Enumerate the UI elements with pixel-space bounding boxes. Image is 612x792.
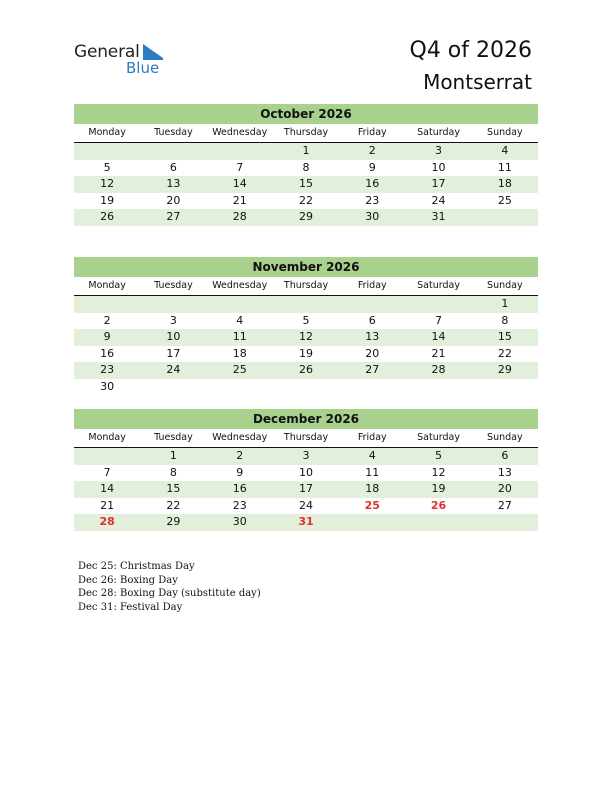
day-cell: 1 [501, 297, 509, 310]
day-cell: 6 [501, 449, 509, 462]
page-title: Q4 of 2026 [409, 38, 532, 63]
weekday-label: Tuesday [154, 280, 193, 291]
day-cell: 8 [169, 465, 177, 479]
day-cell: 15 [298, 177, 313, 190]
day-cell: 23 [365, 193, 380, 207]
day-cell: 16 [100, 346, 115, 360]
day-cell: 2 [368, 144, 376, 157]
weekday-header-row [74, 125, 538, 143]
weekday-label: Sunday [487, 127, 523, 138]
day-cell: 25 [232, 363, 247, 376]
weekday-label: Thursday [283, 127, 329, 138]
weekday-label: Sunday [487, 280, 523, 291]
day-cell: 27 [497, 498, 512, 512]
day-cell [74, 296, 140, 313]
week-row [74, 176, 538, 193]
weekday-label: Wednesday [212, 280, 268, 291]
day-cell [405, 514, 471, 531]
day-cell: 17 [166, 346, 181, 360]
week-row [74, 143, 538, 160]
brand-word-blue: Blue [126, 59, 160, 77]
weekday-label: Wednesday [212, 127, 268, 138]
day-cell: 22 [298, 193, 313, 207]
week-row [74, 498, 538, 515]
day-cell: 17 [298, 482, 313, 495]
day-cell: 14 [232, 177, 247, 190]
day-cell: 12 [298, 330, 313, 343]
day-cell: 20 [365, 346, 380, 360]
weekday-label: Friday [357, 127, 387, 138]
day-cell [405, 379, 471, 396]
day-cell: 28 [431, 363, 446, 376]
day-cell [339, 514, 405, 531]
month-title: December 2026 [74, 409, 538, 429]
weekday-header-row [74, 278, 538, 296]
day-cell [207, 296, 273, 313]
day-cell: 4 [236, 313, 244, 327]
brand-word-general: General [74, 42, 140, 62]
day-cell: 7 [103, 465, 111, 479]
day-cell [140, 296, 206, 313]
day-cell [140, 379, 206, 396]
day-cell: 1 [169, 449, 177, 462]
weekday-label: Sunday [487, 432, 523, 443]
day-cell: 1 [302, 144, 310, 157]
day-cell: 4 [368, 449, 376, 462]
day-cell: 22 [166, 498, 181, 512]
day-cell: 16 [232, 482, 247, 495]
month-calendar [74, 257, 538, 395]
day-cell [472, 514, 538, 531]
day-cell [472, 379, 538, 396]
day-cell: 30 [100, 379, 115, 393]
week-row [74, 346, 538, 363]
day-cell: 2 [236, 449, 244, 462]
week-row [74, 209, 538, 226]
day-cell: 9 [368, 160, 376, 174]
day-cell: 3 [435, 144, 443, 157]
day-cell: 13 [365, 330, 380, 343]
week-row [74, 313, 538, 330]
day-cell: 21 [431, 346, 446, 360]
week-row [74, 329, 538, 346]
holiday-note: Dec 28: Boxing Day (substitute day) [78, 588, 261, 599]
day-cell: 21 [100, 498, 115, 512]
day-cell: 9 [236, 465, 244, 479]
day-cell: 4 [501, 144, 509, 157]
day-cell: 6 [368, 313, 376, 327]
week-row [74, 465, 538, 482]
week-row [74, 481, 538, 498]
day-cell [405, 296, 471, 313]
day-cell: 9 [103, 330, 111, 343]
holiday-notes [78, 560, 261, 614]
day-cell: 8 [302, 160, 310, 174]
day-cell [273, 296, 339, 313]
day-cell: 10 [166, 330, 181, 343]
day-cell: 10 [298, 465, 313, 479]
day-cell: 15 [166, 482, 181, 495]
day-cell: 28 [99, 515, 115, 528]
day-cell [74, 448, 140, 465]
day-cell: 31 [298, 515, 314, 528]
weekday-label: Friday [357, 280, 387, 291]
day-cell: 22 [497, 346, 512, 360]
week-row [74, 193, 538, 210]
weekday-label: Monday [88, 280, 126, 291]
week-row [74, 448, 538, 465]
day-cell: 14 [431, 330, 446, 343]
day-cell [207, 143, 273, 160]
day-cell: 11 [365, 465, 380, 479]
day-cell: 31 [431, 210, 446, 223]
day-cell: 19 [100, 193, 115, 207]
day-cell: 5 [302, 313, 310, 327]
day-cell: 27 [365, 363, 380, 376]
day-cell: 15 [497, 330, 512, 343]
day-cell: 21 [232, 193, 247, 207]
day-cell: 19 [298, 346, 313, 360]
day-cell [140, 143, 206, 160]
weekday-label: Saturday [417, 127, 460, 138]
day-cell: 29 [497, 363, 512, 376]
day-cell: 20 [497, 482, 512, 495]
week-row [74, 296, 538, 313]
day-cell: 29 [298, 210, 313, 223]
week-row [74, 362, 538, 379]
brand-logo [74, 42, 174, 82]
day-cell [273, 379, 339, 396]
month-title: October 2026 [74, 104, 538, 124]
day-cell: 24 [166, 363, 181, 376]
weekday-header-row [74, 430, 538, 448]
day-cell: 16 [365, 177, 380, 190]
day-cell: 23 [232, 498, 247, 512]
day-cell: 6 [169, 160, 177, 174]
day-cell: 3 [169, 313, 177, 327]
holiday-note: Dec 25: Christmas Day [78, 561, 195, 572]
day-cell: 25 [364, 498, 380, 512]
day-cell [339, 296, 405, 313]
day-cell: 30 [365, 210, 380, 223]
day-cell: 26 [430, 498, 447, 512]
weekday-label: Monday [88, 432, 126, 443]
day-cell: 23 [100, 363, 115, 376]
day-cell [339, 379, 405, 396]
day-cell: 10 [431, 160, 446, 174]
weekday-label: Tuesday [154, 127, 193, 138]
week-row [74, 379, 538, 396]
weekday-label: Monday [88, 127, 126, 138]
day-cell: 18 [365, 482, 380, 495]
weekday-label: Friday [357, 432, 387, 443]
week-row [74, 514, 538, 531]
day-cell: 26 [298, 363, 313, 376]
holiday-note: Dec 26: Boxing Day [78, 574, 178, 586]
day-cell: 26 [100, 210, 115, 223]
day-cell: 11 [497, 160, 512, 174]
day-cell: 18 [232, 346, 247, 360]
country-name: Montserrat [423, 70, 532, 94]
day-cell: 3 [302, 449, 310, 462]
day-cell: 20 [166, 193, 181, 207]
day-cell: 11 [232, 330, 247, 343]
day-cell: 7 [435, 313, 443, 327]
weekday-label: Saturday [417, 432, 460, 443]
day-cell: 29 [166, 515, 181, 528]
day-cell: 27 [166, 210, 181, 223]
day-cell: 12 [100, 177, 115, 190]
day-cell [207, 379, 273, 396]
weekday-label: Saturday [417, 280, 460, 291]
weekday-label: Tuesday [154, 432, 193, 443]
day-cell: 14 [100, 482, 115, 495]
day-cell: 30 [232, 515, 247, 528]
day-cell: 13 [497, 465, 512, 479]
day-cell: 8 [501, 313, 509, 327]
holiday-note: Dec 31: Festival Day [78, 601, 183, 613]
month-title: November 2026 [74, 257, 538, 277]
day-cell: 5 [435, 449, 443, 462]
day-cell: 18 [497, 177, 512, 190]
day-cell: 25 [497, 193, 512, 207]
month-calendar [74, 104, 538, 226]
day-cell: 2 [103, 313, 111, 327]
weekday-label: Wednesday [212, 432, 268, 443]
day-cell: 19 [431, 482, 446, 495]
day-cell [472, 209, 538, 226]
week-row [74, 160, 538, 177]
day-cell [74, 143, 140, 160]
month-calendar [74, 409, 538, 531]
day-cell: 28 [232, 210, 247, 223]
day-cell: 7 [236, 160, 244, 174]
weekday-label: Thursday [283, 432, 329, 443]
day-cell: 13 [166, 177, 181, 190]
weekday-label: Thursday [283, 280, 329, 291]
day-cell: 24 [431, 193, 446, 207]
day-cell: 12 [431, 465, 446, 479]
day-cell: 5 [103, 160, 111, 174]
day-cell: 17 [431, 177, 446, 190]
day-cell: 24 [298, 498, 313, 512]
